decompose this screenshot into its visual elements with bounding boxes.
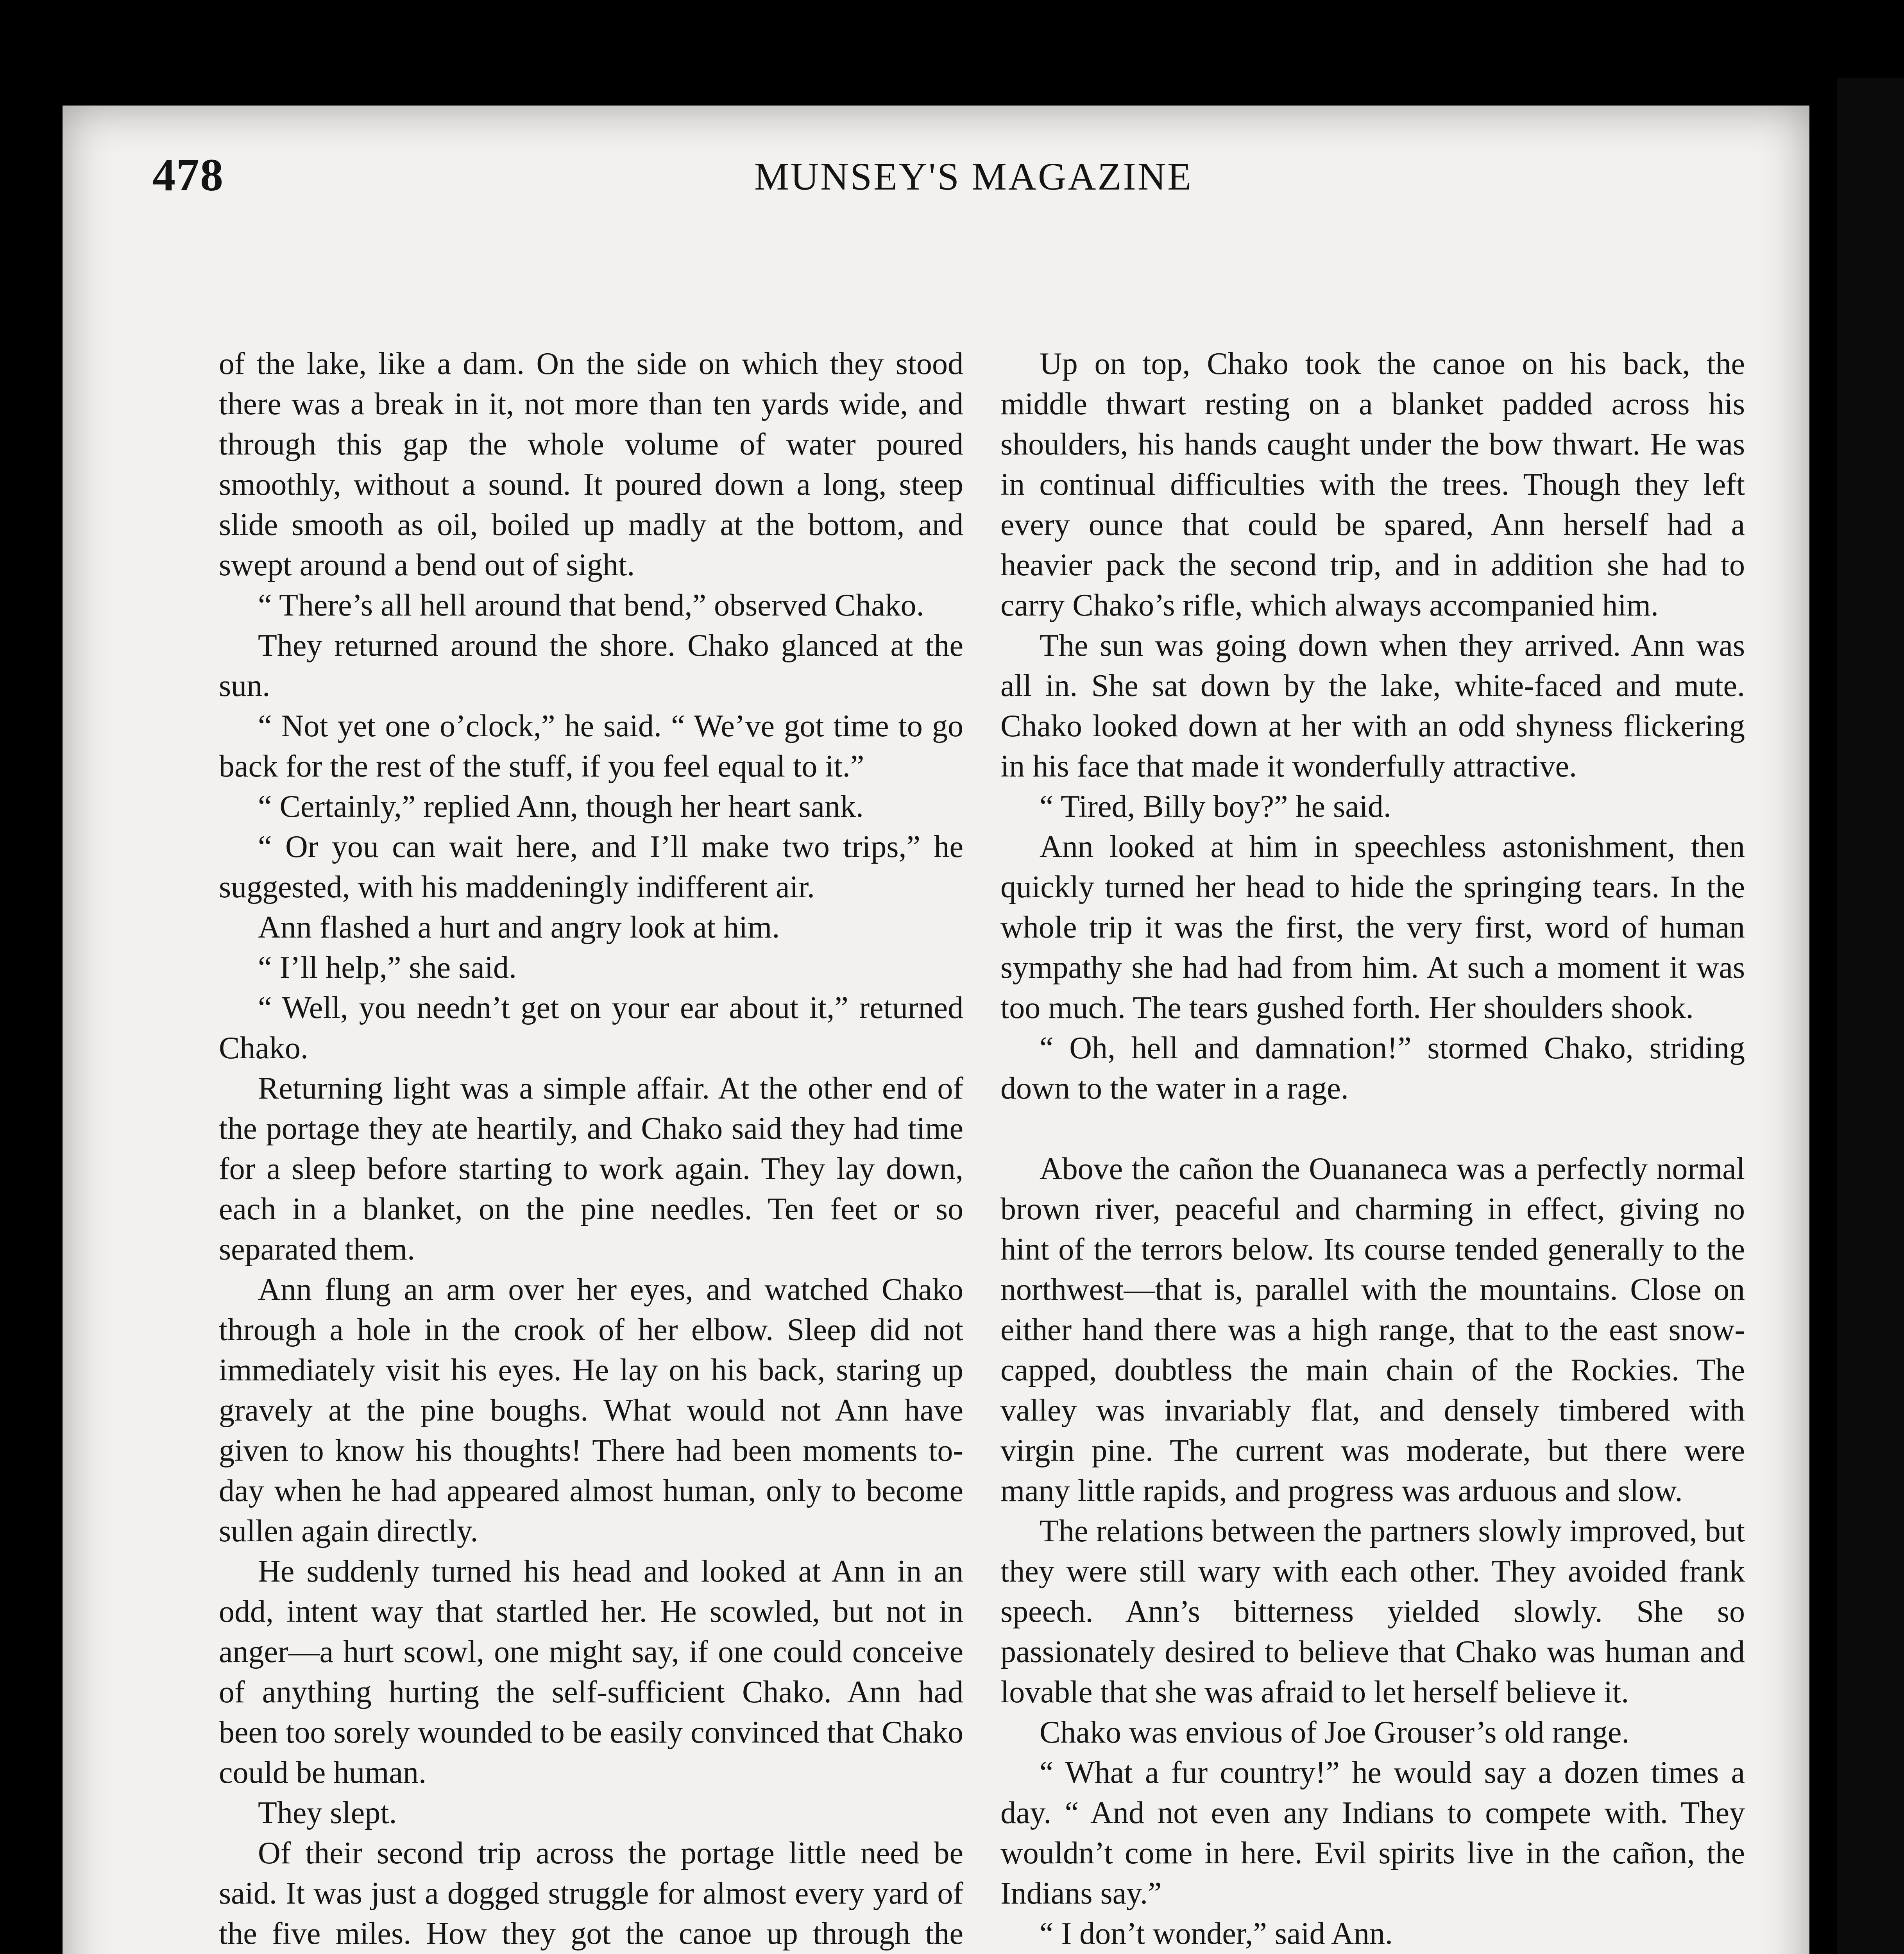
paragraph: They returned around the shore. Chako glanced at the sun. (219, 628, 963, 703)
left-column (219, 344, 963, 1954)
paragraph: Ann looked at him in speechless astonishment, then quickly turned her head to hide the springing tears. In the whole trip it was the first, the very first, word of human sympathy she had had from him. At such a moment it was too much. The tears gushed forth. Her shoulders shook. (1000, 830, 1745, 1025)
paragraph: “ I don’t wonder,” said Ann. (1040, 1916, 1393, 1951)
paragraph: Ann flung an arm over her eyes, and watched Chako through a hole in the crook of her elbow. Sleep did not immediately visit his eyes. He lay on his back, staring up gravely at the pine boughs. What would not Ann have given to know his thoughts! There had been moments to-day when he had appeared almost human, only to become sullen again directly. (219, 1272, 963, 1548)
paragraph: He suddenly turned his head and looked at Ann in an odd, intent way that startled her. He scowled, but not in anger—a hurt scowl, one might say, if one could conceive of anything hurting the self-sufficient Chako. Ann had been too sorely wounded to be easily convinced that Chako could be human. (219, 1554, 963, 1790)
paragraph: “ Not yet one o’clock,” he said. “ We’ve got time to go back for the rest of the stuff, if you feel equal to it.” (219, 709, 963, 784)
paragraph: Returning light was a simple affair. At the other end of the portage they ate heartily, and Chako said they had time for a sleep before starting to work again. They lay down, each in a blanket, on the pine needles. Ten feet or so separated them. (219, 1071, 963, 1267)
paragraph: “ Certainly,” replied Ann, though her heart sank. (258, 789, 864, 824)
paragraph: “ Tired, Billy boy?” he said. (1040, 789, 1391, 824)
paragraph: The relations between the partners slowly improved, but they were still wary with each other. They avoided frank speech. Ann’s bitterness yielded slowly. She so passionately desired to believe that Chako was human and lovable that she was afraid to let herself believe it. (1000, 1514, 1745, 1709)
right-column (1000, 344, 1745, 1954)
page-header (152, 149, 1637, 227)
paragraph: The sun was going down when they arrived. Ann was all in. She sat down by the lake, white-faced and mute. Chako looked down at her with an odd shyness flickering in his face that made it wonderfully attractive. (1000, 628, 1745, 784)
running-head: MUNSEY'S MAGAZINE (754, 155, 1193, 198)
paragraph: “ There’s all hell around that bend,” observed Chako. (258, 588, 924, 623)
paragraph: They slept. (258, 1796, 397, 1830)
paragraph: Above the cañon the Ouananeca was a perfectly normal brown river, peaceful and charming in effect, giving no hint of the terrors below. Its course tended generally to the northwest—that is, parallel with the mountains. Close on either hand there was a high range, that to the east snow-capped, doubtless the main chain of the Rockies. The valley was invariably flat, and densely timbered with virgin pine. The current was moderate, but there were many little rapids, and progress was arduous and slow. (1000, 1152, 1745, 1508)
page-edge (1837, 78, 1904, 1954)
paragraph: Chako was envious of Joe Grouser’s old range. (1040, 1715, 1630, 1750)
paragraph: “ What a fur country!” he would say a dozen times a day. “ And not even any Indians to compete with. They wouldn’t come in here. Evil spirits live in the cañon, the Indians say.” (1000, 1755, 1745, 1911)
paragraph: Up on top, Chako took the canoe on his back, the middle thwart resting on a blanket padded across his shoulders, his hands caught under the bow thwart. He was in continual difficulties with the trees. Though they left every ounce that could be spared, Ann herself had a heavier pack the second trip, and in addition she had to carry Chako’s rifle, which always accompanied him. (1000, 347, 1745, 623)
paragraph: Of their second trip across the portage little need be said. It was just a dogged struggle for almost every yard of the five miles. How they got the canoe up through the (219, 1836, 963, 1951)
page-number: 478 (152, 149, 224, 200)
paragraph: “ Well, you needn’t get on your ear about it,” returned Chako. (219, 991, 963, 1065)
paragraph: of the lake, like a dam. On the side on which they stood there was a break in it, not more than ten yards wide, and through this gap the whole volume of water poured smoothly, without a sound. It poured down a long, steep slide smooth as oil, boiled up madly at the bottom, and swept around a bend out of sight. (219, 347, 963, 582)
section-break (1000, 1109, 1745, 1149)
paragraph: “ I’ll help,” she said. (258, 950, 517, 985)
paragraph: “ Or you can wait here, and I’ll make two trips,” he suggested, with his maddeningly indifferent air. (219, 830, 963, 904)
paragraph: “ Oh, hell and damnation!” stormed Chako, striding down to the water in a rage. (1000, 1031, 1745, 1106)
paragraph: Ann flashed a hurt and angry look at him. (258, 910, 780, 945)
